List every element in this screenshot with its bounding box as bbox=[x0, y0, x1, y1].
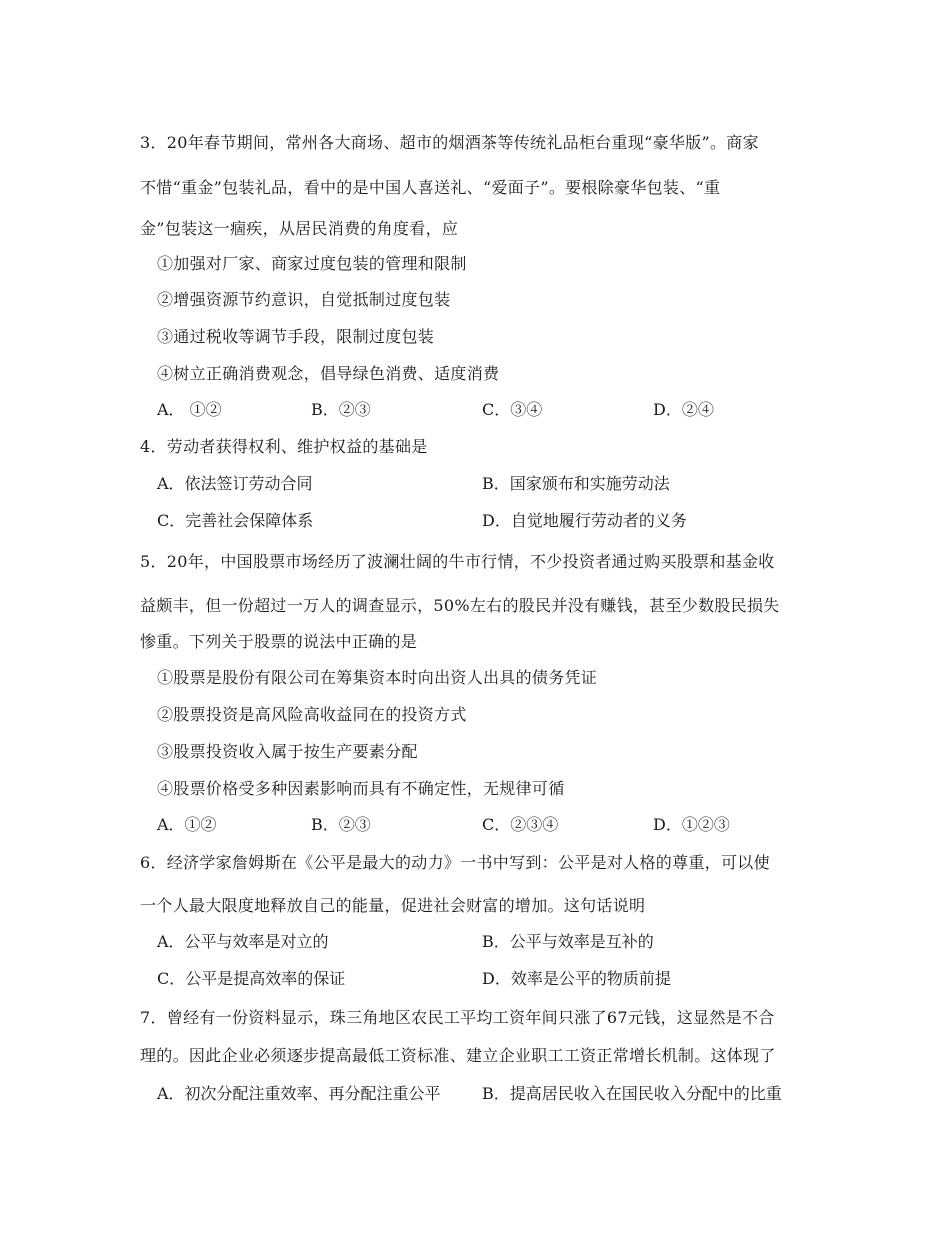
question-3-stem-line-2: 不惜“重金”包装礼品，看中的是中国人喜送礼、“爱面子”。要根除豪华包装、“重 bbox=[140, 178, 721, 197]
question-3-option-d: D．②④ bbox=[653, 400, 714, 419]
question-5-stem-line-2: 益颇丰，但一份超过一万人的调查显示，50%左右的股民并没有赚钱，甚至少数股民损失 bbox=[140, 596, 780, 615]
question-4-stem-line-1: 4．劳动者获得权利、维护权益的基础是 bbox=[140, 437, 428, 456]
question-3-statement-4: ④树立正确消费观念，倡导绿色消费、适度消费 bbox=[157, 364, 500, 383]
question-4-option-a: A．依法签订劳动合同 bbox=[157, 474, 313, 493]
question-5-statement-2: ②股票投资是高风险高收益同在的投资方式 bbox=[157, 705, 467, 724]
question-3-option-a: A． ①② bbox=[157, 400, 222, 419]
question-5-stem-line-3: 惨重。下列关于股票的说法中正确的是 bbox=[140, 632, 418, 651]
question-5-statement-4: ④股票价格受多种因素影响而具有不确定性，无规律可循 bbox=[157, 779, 565, 798]
question-6-option-a: A．公平与效率是对立的 bbox=[157, 932, 329, 951]
question-6-option-c: C．公平是提高效率的保证 bbox=[157, 969, 346, 988]
question-5-option-a: A．①② bbox=[157, 815, 217, 834]
question-3-stem-line-3: 金”包装这一痼疾，从居民消费的角度看，应 bbox=[140, 219, 459, 238]
question-3-statement-1: ①加强对厂家、商家过度包装的管理和限制 bbox=[157, 254, 467, 273]
question-3-option-b: B．②③ bbox=[311, 400, 371, 419]
question-5-statement-3: ③股票投资收入属于按生产要素分配 bbox=[157, 742, 418, 761]
question-4-option-d: D．自觉地履行劳动者的义务 bbox=[482, 511, 687, 530]
question-6-option-d: D．效率是公平的物质前提 bbox=[482, 969, 671, 988]
question-4-option-c: C．完善社会保障体系 bbox=[157, 511, 314, 530]
question-7-option-a: A．初次分配注重效率、再分配注重公平 bbox=[157, 1084, 441, 1103]
question-5-option-d: D．①②③ bbox=[653, 815, 730, 834]
question-6-stem-line-2: 一个人最大限度地释放自己的能量，促进社会财富的增加。这句话说明 bbox=[140, 896, 646, 915]
question-3-option-c: C．③④ bbox=[482, 400, 543, 419]
question-3-statement-2: ②增强资源节约意识，自觉抵制过度包装 bbox=[157, 290, 451, 309]
question-4-option-b: B．国家颁布和实施劳动法 bbox=[482, 474, 670, 493]
question-7-stem-line-2: 理的。因此企业必须逐步提高最低工资标准、建立企业职工工资正常增长机制。这体现了 bbox=[140, 1046, 776, 1065]
question-6-option-b: B．公平与效率是互补的 bbox=[482, 932, 654, 951]
question-5-statement-1: ①股票是股份有限公司在筹集资本时向出资人出具的债务凭证 bbox=[157, 668, 598, 687]
question-3-stem-line-1: 3．20年春节期间，常州各大商场、超市的烟酒茶等传统礼品柜台重现“豪华版”。商家 bbox=[140, 133, 759, 152]
question-7-option-b: B．提高居民收入在国民收入分配中的比重 bbox=[482, 1084, 782, 1103]
question-5-stem-line-1: 5．20年，中国股票市场经历了波澜壮阔的牛市行情，不少投资者通过购买股票和基金收 bbox=[140, 552, 775, 571]
question-5-option-b: B．②③ bbox=[311, 815, 371, 834]
question-7-stem-line-1: 7．曾经有一份资料显示，珠三角地区农民工平均工资年间只涨了67元钱，这显然是不合 bbox=[140, 1008, 775, 1027]
question-5-option-c: C．②③④ bbox=[482, 815, 559, 834]
question-3-statement-3: ③通过税收等调节手段，限制过度包装 bbox=[157, 327, 435, 346]
question-6-stem-line-1: 6．经济学家詹姆斯在《公平是最大的动力》一书中写到：公平是对人格的尊重，可以使 bbox=[140, 853, 770, 872]
